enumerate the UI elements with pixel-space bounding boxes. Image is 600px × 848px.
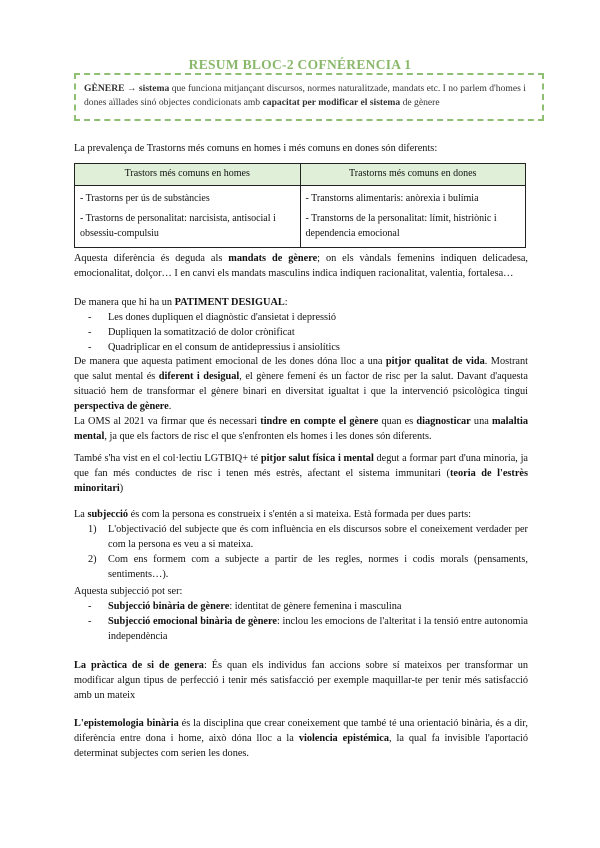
text: , la qual fa invisible l'aportació determinat subjectes com serien les dones. xyxy=(74,732,528,759)
bold-text: diagnosticar xyxy=(416,416,471,427)
list-item xyxy=(74,553,528,583)
text: La xyxy=(74,509,88,520)
bold-text: violencia epistémica xyxy=(298,732,389,744)
text: , el gènere femení és un factor de risc per la salut. Davant d'aquesta situació hem de transformar el gènere binari en diversitat igualtat i que la intervenció psicològica tingui xyxy=(74,370,528,397)
bold-text: subjecció xyxy=(87,509,129,520)
table-item: - Trastorns per ús de substàncies xyxy=(80,192,210,204)
text: , ja que els factors de risc el que s'enfronten els homes i les dones són diferents. xyxy=(104,430,432,442)
subjection-types-list-wrap xyxy=(74,600,528,645)
box-text: que funciona mitjançant discursos, normes naturalitzade, mandats etc. I no parlem d'homes i dones aïllades sinó objectes condicionats amb xyxy=(84,83,526,109)
page-title: RESUM BLOC-2 COFNÉRENCIA 1 xyxy=(188,57,412,72)
table-item: - Trastorns de personalitat: narcisista, antisocial i obsessiu-compulsiu xyxy=(80,213,276,239)
list-item: - Dupliquen la somatització de dolor crònificat xyxy=(74,326,528,341)
bold-text: teoria de l'estrès minoritari xyxy=(74,467,528,494)
list-item xyxy=(74,523,528,553)
bold-text: diferent i desigual xyxy=(158,370,240,382)
paragraph-oms xyxy=(74,415,528,445)
text: De manera que aquesta patiment emocional de les dones dóna lloc a una xyxy=(74,356,386,367)
list-number: 2) xyxy=(88,553,97,565)
table-header-row xyxy=(75,164,526,186)
subjection-list-wrap xyxy=(74,523,528,583)
paragraph-quality-of-life xyxy=(74,355,528,415)
paragraph-mandates xyxy=(74,252,528,282)
text: . xyxy=(168,400,172,412)
box-bold: capacitat per modificar el sistema xyxy=(262,97,401,109)
text: quan es xyxy=(378,416,417,427)
bold-text: pitjor salut física i mental xyxy=(260,453,374,464)
table-cell-men xyxy=(75,185,301,248)
text: és la disciplina que crear coneixement que també té una orientació binària, és a dir, diferència entre dona i home, això dóna lloc a la xyxy=(74,718,528,744)
suffering-list-wrap xyxy=(74,311,528,356)
intro-paragraph: La prevalença de Trastorns més comuns en homes i més comuns en dones són diferents: xyxy=(74,143,438,154)
box-term: GÈNERE xyxy=(84,83,125,94)
disorders-table-wrap xyxy=(74,163,528,248)
table-header-women: Trastorns més comuns en dones xyxy=(300,164,526,186)
list-item xyxy=(74,615,528,645)
list-text: L'objectivació del subjecte que és com influència en els discursos sobre el coneixement verdader per com la persona es veu a si mateixa. xyxy=(108,524,528,550)
list-item: - Les dones dupliquen el diagnòstic d'ansietat i depressió xyxy=(74,311,528,326)
bold-text: perspectiva de gènere xyxy=(74,400,169,412)
definition-box xyxy=(74,73,544,121)
table-row xyxy=(75,185,526,248)
bold-text: Subjecció binària de gènere xyxy=(108,601,230,612)
suffering-list xyxy=(74,311,528,356)
text: és com la persona es construeix i s'entén a si mateixa. Està formada per dues parts: xyxy=(128,509,472,520)
table-header-men: Trastors més comuns en homes xyxy=(75,164,301,186)
paragraph-subjection-types: Aquesta subjecció pot ser: xyxy=(74,586,183,597)
box-term2: sistema xyxy=(138,83,170,94)
subjection-types-list xyxy=(74,600,528,645)
text: : xyxy=(284,297,288,308)
paragraph-epistemology xyxy=(74,717,528,762)
paragraph-lgtbiq xyxy=(74,452,528,497)
text: ) xyxy=(119,482,124,494)
paragraph-unequal-suffering xyxy=(74,296,528,311)
text: : identitat de gènere femenina i masculina xyxy=(229,601,402,612)
list-item: - Quadriplicar en el consum de antidepressius i ansiolítics xyxy=(74,341,528,356)
text: : És quan els individus fan accions sobre sí mateixos per transformar un modificar algun tipus de perfecció i tenir més satisfacció per exemple maquillar-te per tenir més satisfacció amb un mateix xyxy=(74,660,528,701)
disorders-table xyxy=(74,163,526,248)
text: Aquesta diferència és deguda als xyxy=(74,253,229,264)
bold-text: malaltia mental xyxy=(74,416,528,442)
text: De manera que hi ha un xyxy=(74,297,175,308)
text: També s'ha vist en el col·lectiu LGTBIQ+ té xyxy=(74,453,261,464)
table-cell-women xyxy=(300,185,526,248)
text: : inclou les emocions de l'alteritat i la tensió entre autonomia independència xyxy=(108,615,528,642)
text: una xyxy=(470,416,492,427)
paragraph-subjection xyxy=(74,508,528,523)
bold-text: L'epistemologia binària xyxy=(74,718,179,729)
subjection-list xyxy=(74,523,528,583)
bold-text: pitjor qualitat de vida xyxy=(385,356,485,367)
list-item xyxy=(74,600,528,615)
bold-text: tindre en compte el gènere xyxy=(260,416,379,427)
box-arrow: → xyxy=(124,83,139,94)
text: La OMS al 2021 va firmar que és necessari xyxy=(74,416,261,427)
bold-text: PATIMENT DESIGUAL xyxy=(174,297,285,308)
list-text: Com ens formem com a subjecte a partir de les regles, normes i codis morals (pensaments, sentiments…). xyxy=(108,553,528,580)
text: degut a formar part d'una minoria, ja que fan més conductes de risc i tenen més estrès, afectant el sistema immunitari ( xyxy=(74,453,528,479)
table-item: - Transtorns de la personalitat: límit, histriònic i dependencia emocional xyxy=(305,213,497,239)
table-item: - Transtorns alimentaris: anòrexia i bulímia xyxy=(305,192,479,204)
bold-text: La pràctica de si de genera xyxy=(74,660,204,671)
text: ; on els vàndals femenins indiquen delicadesa, emocionalitat, dolçor… I en canvi els mandats masculins indica indiquen racionalitat, valentia, fortalesa… xyxy=(74,253,528,279)
box-text-end: de gènere xyxy=(400,97,440,109)
paragraph-self-practice xyxy=(74,659,528,704)
bold-text: mandats de gènere xyxy=(228,253,318,264)
list-number: 1) xyxy=(88,524,97,535)
text: . Mostrant que salut mental és xyxy=(74,356,528,382)
bold-text: Subjecció emocional binària de gènere xyxy=(108,615,277,627)
